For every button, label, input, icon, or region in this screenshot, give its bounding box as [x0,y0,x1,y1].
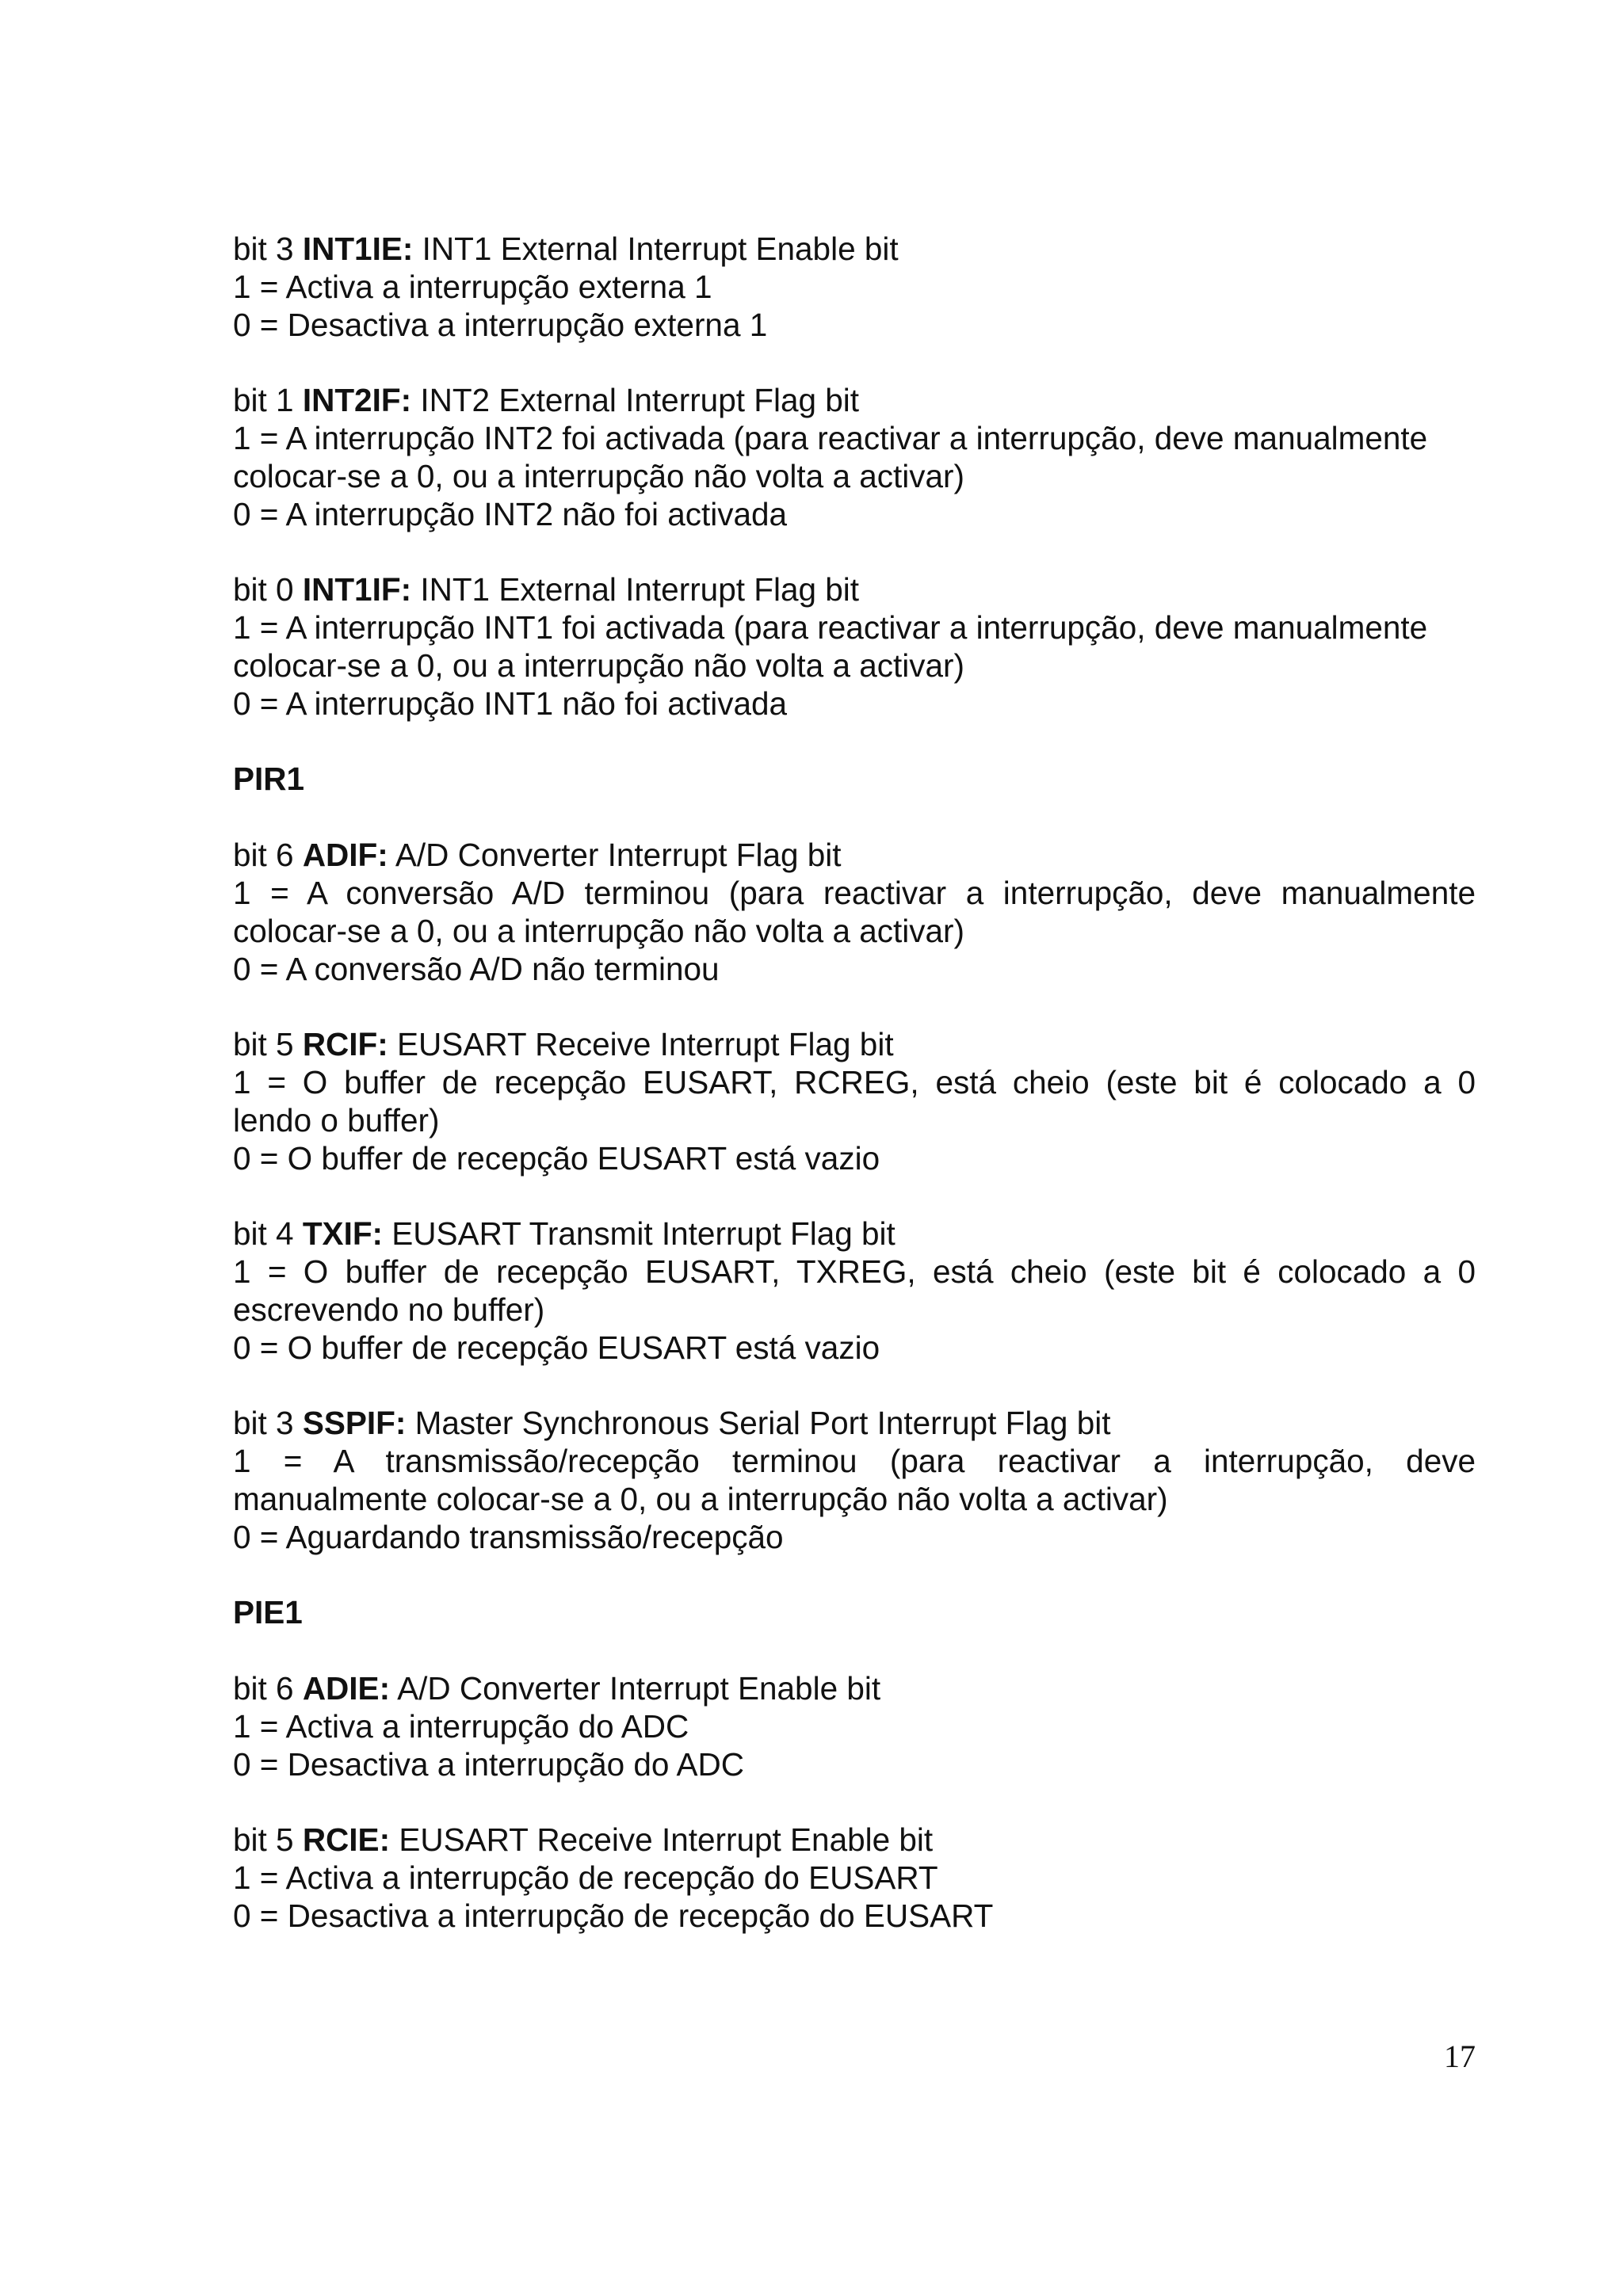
bit-description: INT1 External Interrupt Flag bit [411,571,860,608]
bit-name: ADIF: [302,837,388,873]
bit-description: Master Synchronous Serial Port Interrupt Flag bit [406,1405,1111,1441]
bit-value-line: 0 = A interrupção INT2 não foi activada [233,496,788,532]
bit-entry-adif [233,836,1476,988]
bit-value-line: 0 = Aguardando transmissão/recepção [233,1519,784,1555]
bit-entry-int1ie [233,230,1476,344]
document-body [233,230,1476,1972]
bit-value-line: 1 = Activa a interrupção do ADC [233,1708,689,1745]
bit-value-line: lendo o buffer) [233,1102,440,1138]
bit-title [233,1404,1476,1442]
bit-description: EUSART Receive Interrupt Enable bit [390,1821,934,1858]
bit-number: bit 3 [233,1405,303,1441]
bit-value-line: escrevendo no buffer) [233,1291,545,1328]
bit-value-line: colocar-se a 0, ou a interrupção não volta a activar) [233,458,964,494]
bit-value-line: 0 = O buffer de recepção EUSART está vazio [233,1329,880,1366]
bit-value-line: 0 = A interrupção INT1 não foi activada [233,685,788,722]
bit-value-line: 1 = A interrupção INT1 foi activada (para reactivar a interrupção, deve manualmente [233,609,1428,646]
bit-number: bit 5 [233,1026,303,1062]
bit-entry-adie [233,1669,1476,1783]
bit-number: bit 5 [233,1821,303,1858]
bit-title [233,1821,1476,1859]
bit-name: TXIF: [302,1215,384,1252]
bit-number: bit 3 [233,231,303,267]
bit-value-line: colocar-se a 0, ou a interrupção não volta a activar) [233,647,964,684]
bit-title [233,570,1476,608]
bit-value-line: 0 = Desactiva a interrupção do ADC [233,1746,744,1783]
bit-title [233,1669,1476,1707]
bit-entry-sspif [233,1404,1476,1556]
bit-entry-rcie [233,1821,1476,1935]
section-intcon3 [233,230,1476,723]
bit-number: bit 6 [233,1670,303,1707]
bit-title [233,1215,1476,1253]
bit-value-line: 1 = A transmissão/recepção terminou (para reactivar a interrupção, deve [233,1443,1476,1479]
bit-number: bit 4 [233,1215,303,1252]
bit-number: bit 6 [233,837,303,873]
bit-description: A/D Converter Interrupt Enable bit [390,1670,881,1707]
bit-description: EUSART Receive Interrupt Flag bit [388,1026,894,1062]
bit-number: bit 0 [233,571,303,608]
bit-title [233,836,1476,874]
section-heading: PIR1 [233,761,305,797]
bit-value-line: 0 = O buffer de recepção EUSART está vazio [233,1140,880,1177]
section-heading: PIE1 [233,1594,303,1630]
bit-value-line: 1 = A conversão A/D terminou (para reactivar a interrupção, deve manualmente [233,875,1476,911]
bit-title [233,1025,1476,1063]
bit-entry-int2if [233,381,1476,533]
bit-name: RCIF: [302,1026,388,1062]
bit-number: bit 1 [233,382,303,418]
bit-value-line: manualmente colocar-se a 0, ou a interrupção não volta a activar) [233,1481,1168,1517]
section-pir1 [233,760,1476,1556]
bit-name: SSPIF: [302,1405,407,1441]
bit-value-line: 1 = Activa a interrupção de recepção do EUSART [233,1859,938,1896]
bit-value-line: 1 = Activa a interrupção externa 1 [233,269,712,305]
bit-value-line: 1 = O buffer de recepção EUSART, RCREG, está cheio (este bit é colocado a 0 [233,1064,1476,1100]
page-number: 17 [1444,2039,1476,2074]
bit-name: ADIE: [302,1670,391,1707]
bit-description: INT2 External Interrupt Flag bit [411,382,860,418]
bit-value-line: 1 = A interrupção INT2 foi activada (para reactivar a interrupção, deve manualmente [233,420,1428,456]
bit-name: INT1IF: [302,571,412,608]
bit-entry-txif [233,1215,1476,1367]
bit-description: INT1 External Interrupt Enable bit [413,231,899,267]
bit-name: RCIE: [302,1821,391,1858]
bit-name: INT1IE: [302,231,414,267]
bit-name: INT2IF: [302,382,412,418]
bit-value-line: 0 = Desactiva a interrupção externa 1 [233,307,768,343]
bit-entry-int1if [233,570,1476,723]
section-pie1 [233,1593,1476,1935]
bit-description: A/D Converter Interrupt Flag bit [388,837,842,873]
bit-title [233,381,1476,419]
bit-title [233,230,1476,268]
bit-value-line: 1 = O buffer de recepção EUSART, TXREG, está cheio (este bit é colocado a 0 [233,1253,1476,1290]
bit-value-line: colocar-se a 0, ou a interrupção não volta a activar) [233,913,964,949]
bit-value-line: 0 = Desactiva a interrupção de recepção do EUSART [233,1897,994,1934]
bit-entry-rcif [233,1025,1476,1177]
bit-value-line: 0 = A conversão A/D não terminou [233,951,720,987]
bit-description: EUSART Transmit Interrupt Flag bit [383,1215,896,1252]
